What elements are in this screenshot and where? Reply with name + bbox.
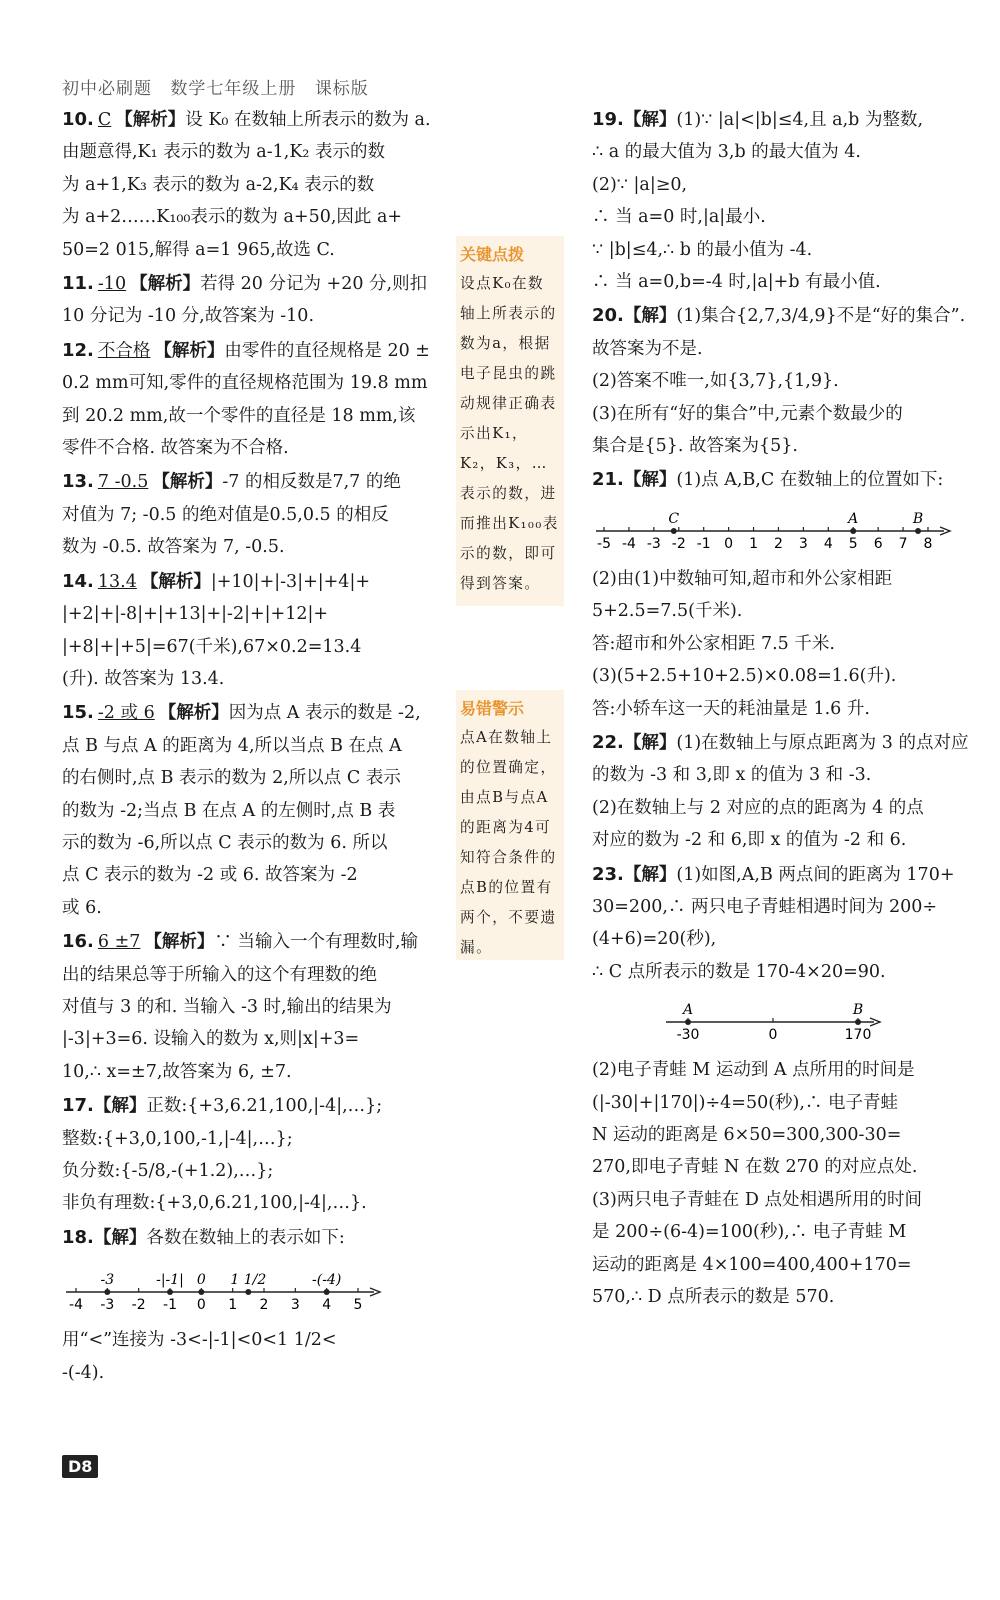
line-text: 故答案为不是.	[592, 338, 703, 359]
figure-wrap	[592, 992, 984, 1048]
answer-line	[62, 432, 452, 464]
answer-line	[592, 1281, 984, 1313]
answer-line	[62, 1090, 452, 1122]
tick-label: -3	[100, 1297, 115, 1314]
tick-label: 1	[749, 535, 758, 552]
line-text: (1)在数轴上与原点距离为 3 的点对应	[676, 732, 969, 753]
line-text: (1)∵ |a|<|b|≤4,且 a,b 为整数,	[676, 110, 924, 130]
answer-line	[592, 859, 984, 891]
answer-line	[62, 499, 452, 531]
answer-line	[62, 1222, 452, 1254]
answer-value: 6 ±7	[97, 932, 141, 953]
solution-tag: 【解】	[93, 1096, 147, 1117]
line-text: (3)在所有“好的集合”中,元素个数最少的	[592, 403, 903, 424]
line-text: 的数为 -2;当点 B 在点 A 的左侧时,点 B 表	[62, 800, 396, 821]
point-marker	[198, 1289, 204, 1295]
tick-label: -5	[597, 535, 611, 552]
tick-label: 7	[898, 535, 908, 552]
answer-line	[592, 824, 984, 856]
point-marker	[850, 528, 856, 534]
tick-label: -4	[621, 535, 636, 552]
tick-label: 3	[798, 535, 808, 552]
tick-label: -3	[646, 535, 661, 552]
answer-line	[592, 365, 984, 397]
line-text: ∴ 当 a=0 时,|a|最小.	[592, 207, 766, 228]
solution-tag: 【解析】	[115, 110, 186, 130]
tick-label: 0	[768, 1027, 778, 1044]
line-text: N 运动的距离是 6×50=300,300-30=	[592, 1124, 902, 1145]
point-marker	[167, 1289, 173, 1295]
answer-line	[592, 266, 984, 298]
line-text: |-3|+3=6. 设输入的数为 x,则|x|+3=	[62, 1029, 360, 1050]
question-number: 15.	[62, 702, 94, 724]
tip-text: 点A在数轴上的位置确定，由点B与点A的距离为4可知符合条件的点B的位置有两个，不要遗漏。	[460, 729, 557, 956]
line-text: 5+2.5=7.5(千米).	[592, 601, 743, 622]
answer-item	[62, 104, 452, 266]
question-number: 16.	[62, 931, 94, 953]
answer-line	[592, 923, 984, 955]
point-label: 1 1/2	[230, 1272, 267, 1289]
point-marker	[324, 1289, 330, 1295]
line-text: 10 分记为 -10 分,故答案为 -10.	[62, 306, 315, 327]
line-text: (1)集合{2,7,3/4,9}不是“好的集合”.	[676, 306, 966, 327]
line-text: (升). 故答案为 13.4.	[62, 668, 225, 689]
line-text: 若得 20 分记为 +20 分,则扣	[200, 274, 428, 295]
answer-item	[62, 1222, 452, 1254]
answer-line	[592, 660, 984, 692]
answer-line	[62, 268, 452, 300]
answer-line	[62, 892, 452, 924]
answer-line	[592, 1087, 984, 1119]
question-number: 20.	[592, 305, 624, 327]
line-text: 数为 -0.5. 故答案为 7, -0.5.	[62, 537, 285, 558]
answer-line	[592, 430, 984, 462]
solution-tag: 【解析】	[152, 472, 223, 493]
point-label: C	[668, 510, 680, 527]
line-text: 或 6.	[62, 897, 102, 918]
answer-line	[592, 891, 984, 923]
line-text: 对值与 3 的和. 当输入 -3 时,输出的结果为	[62, 996, 392, 1017]
answer-line	[62, 400, 452, 432]
question-number: 19.	[592, 109, 624, 130]
number-line	[592, 501, 952, 557]
line-text: 的数为 -3 和 3,即 x 的值为 3 和 -3.	[592, 765, 872, 786]
answer-line	[62, 1324, 452, 1356]
answer-line	[592, 792, 984, 824]
answer-line	[592, 956, 984, 988]
line-text: (2)在数轴上与 2 对应的点的距离为 4 的点	[592, 797, 924, 818]
number-line	[662, 992, 882, 1048]
answer-item	[592, 300, 984, 462]
line-text: 点 C 表示的数为 -2 或 6. 故答案为 -2	[62, 865, 358, 886]
answer-item	[62, 697, 452, 924]
answer-item	[62, 1324, 452, 1389]
question-number: 21.	[592, 469, 624, 491]
answer-line	[592, 1249, 984, 1281]
question-number: 22.	[592, 731, 624, 753]
line-text: 负分数:{-5/8,-(+1.2),…};	[62, 1161, 274, 1181]
answer-item	[592, 727, 984, 857]
line-text: 因为点 A 表示的数是 -2,	[228, 703, 421, 724]
line-text: ∴ 当 a=0,b=-4 时,|a|+b 有最小值.	[592, 272, 881, 293]
answer-item	[592, 563, 984, 725]
answer-item	[62, 1090, 452, 1220]
tick-label: -1	[163, 1297, 177, 1314]
tick-label: -2	[131, 1297, 146, 1314]
tip-title: 关键点拨	[460, 245, 525, 264]
solution-tag: 【解】	[623, 110, 677, 130]
tick-label: 170	[844, 1027, 872, 1044]
answer-item	[592, 464, 984, 496]
line-text: 用“<”连接为 -3<-|-1|<0<1 1/2<	[62, 1330, 337, 1351]
answer-value: 不合格	[97, 340, 151, 361]
line-text: 由零件的直径规格是 20 ±	[224, 340, 430, 361]
point-marker	[915, 528, 921, 534]
solution-tag: 【解】	[623, 864, 677, 885]
line-text: (2)电子青蛙 M 运动到 A 点所用的时间是	[592, 1060, 915, 1081]
line-text: 答:小轿车这一天的耗油量是 1.6 升.	[592, 698, 870, 719]
page-number: D8	[62, 1455, 98, 1478]
answer-line	[62, 104, 452, 136]
line-text: 设 K₀ 在数轴上所表示的数为 a.	[185, 110, 431, 130]
tick-label: -4	[69, 1297, 83, 1314]
answer-item	[62, 335, 452, 465]
tick-label: 5	[848, 535, 858, 552]
line-text: 整数:{+3,0,100,-1,|-4|,…};	[62, 1128, 293, 1149]
solution-tag: 【解析】	[144, 932, 215, 953]
answer-line	[62, 959, 452, 991]
tick-label: -2	[671, 535, 686, 552]
solution-tag: 【解】	[623, 732, 677, 753]
line-text: (2)答案不唯一,如{3,7},{1,9}.	[592, 371, 839, 392]
question-number: 11.	[62, 273, 94, 295]
line-text: (3)两只电子青蛙在 D 点处相遇所用的时间	[592, 1189, 922, 1210]
answer-line	[592, 136, 984, 168]
point-marker	[671, 528, 677, 534]
line-text: 由题意得,K₁ 表示的数为 a-1,K₂ 表示的数	[62, 142, 385, 163]
line-text: (4+6)=20(秒),	[592, 929, 717, 950]
tick-label: -30	[676, 1027, 700, 1044]
tick-label: 6	[873, 535, 883, 552]
answer-line	[592, 1151, 984, 1183]
answer-line	[62, 697, 452, 729]
question-number: 17.	[62, 1095, 94, 1117]
answer-line	[62, 1056, 452, 1088]
answer-value: 7 -0.5	[97, 472, 149, 493]
answer-item	[592, 859, 984, 989]
series-name: 初中必刷题	[62, 79, 152, 99]
line-text: |+2|+|-8|+|+13|+|-2|+|+12|+	[62, 604, 329, 625]
line-text: 运动的距离是 4×100=400,400+170=	[592, 1254, 912, 1275]
solution-tag: 【解】	[93, 1227, 147, 1248]
line-text: 对应的数为 -2 和 6,即 x 的值为 -2 和 6.	[592, 830, 907, 851]
answer-line	[62, 1187, 452, 1219]
tick-label: 4	[322, 1297, 332, 1314]
point-marker	[245, 1289, 251, 1295]
line-text: 答:超市和外公家相距 7.5 千米.	[592, 633, 835, 654]
answer-item	[592, 104, 984, 298]
point-label: A	[682, 1002, 694, 1019]
answer-line	[62, 991, 452, 1023]
tick-label: 3	[290, 1297, 300, 1314]
line-text: 各数在数轴上的表示如下:	[146, 1227, 345, 1248]
line-text: |+8|+|+5|=67(千米),67×0.2=13.4	[62, 636, 362, 657]
line-text: ∴ C 点所表示的数是 170-4×20=90.	[592, 961, 886, 982]
line-text: (2)由(1)中数轴可知,超市和外公家相距	[592, 568, 893, 589]
line-text: 570,∴ D 点所表示的数是 570.	[592, 1287, 835, 1307]
answer-line	[62, 1357, 452, 1389]
answer-item	[62, 466, 452, 563]
line-text: 30=200,∴ 两只电子青蛙相遇时间为 200÷	[592, 896, 938, 917]
answer-line	[62, 335, 452, 367]
answer-line	[62, 663, 452, 695]
point-marker	[855, 1019, 861, 1025]
answer-line	[62, 598, 452, 630]
line-text: 为 a+2……K₁₀₀表示的数为 a+50,因此 a+	[62, 207, 403, 228]
answer-line	[62, 827, 452, 859]
answer-line	[592, 759, 984, 791]
answer-line	[62, 234, 452, 266]
question-number: 10.	[62, 109, 94, 130]
tip-text: 设点K₀在数轴上所表示的数为a，根据电子昆虫的跳动规律正确表示出K₁，K₂，K₃，…表示的数，进而推出K₁₀₀表示的数，即可得到答案。	[460, 275, 559, 592]
question-number: 23.	[592, 863, 624, 885]
line-text: 50=2 015,解得 a=1 965,故选 C.	[62, 239, 335, 260]
line-text: 正数:{+3,6.21,100,|-4|,…};	[146, 1096, 383, 1117]
question-number: 13.	[62, 471, 94, 493]
tick-label: 4	[823, 535, 833, 552]
tick-label: 1	[228, 1297, 238, 1314]
line-text: (2)∵ |a|≥0,	[592, 174, 688, 195]
question-number: 12.	[62, 339, 94, 361]
answer-value: -2 或 6	[97, 703, 155, 724]
answer-line	[592, 169, 984, 201]
tick-label: 0	[196, 1297, 206, 1314]
line-text: 的右侧时,点 B 表示的数为 2,所以点 C 表示	[62, 768, 401, 789]
answer-item	[62, 566, 452, 696]
solution-tag: 【解】	[623, 306, 677, 327]
answer-value: 13.4	[97, 571, 137, 592]
line-text: 示的数为 -6,所以点 C 表示的数为 6. 所以	[62, 832, 388, 853]
tip-box-warning	[456, 690, 564, 960]
line-text: ∴ a 的最大值为 3,b 的最大值为 4.	[592, 142, 861, 163]
answer-line	[592, 1216, 984, 1248]
answer-line	[62, 1155, 452, 1187]
right-column	[592, 104, 984, 1315]
tick-label: 2	[259, 1297, 269, 1314]
point-label: B	[912, 510, 924, 527]
line-text: (|-30|+|170|)÷4=50(秒),∴ 电子青蛙	[592, 1092, 898, 1113]
line-text: (1)如图,A,B 两点间的距离为 170+	[676, 864, 955, 885]
edition-name: 课标版	[314, 79, 369, 99]
point-label: B	[852, 1002, 864, 1019]
line-text: ∵ |b|≤4,∴ b 的最小值为 -4.	[592, 239, 813, 260]
tick-label: 0	[724, 535, 734, 552]
answer-line	[62, 926, 452, 958]
number-line	[62, 1258, 382, 1318]
tip-box-key-points	[456, 236, 564, 606]
tick-label: 8	[923, 535, 933, 552]
line-text: 零件不合格. 故答案为不合格.	[62, 438, 289, 459]
line-text: 非负有理数:{+3,0,6.21,100,|-4|,…}.	[62, 1193, 367, 1214]
answer-line	[62, 136, 452, 168]
line-text: 是 200÷(6-4)=100(秒),∴ 电子青蛙 M	[592, 1222, 907, 1243]
answer-line	[62, 169, 452, 201]
point-label: -(-4)	[312, 1272, 342, 1289]
answer-line	[62, 201, 452, 233]
point-label: 0	[196, 1272, 206, 1289]
line-text: 集合是{5}. 故答案为{5}.	[592, 436, 798, 457]
point-marker	[685, 1019, 691, 1025]
answer-line	[62, 300, 452, 332]
answer-line	[62, 795, 452, 827]
answer-line	[592, 104, 984, 136]
line-text: 点 B 与点 A 的距离为 4,所以当点 B 在点 A	[62, 735, 402, 756]
answer-value: -10	[97, 274, 127, 295]
answer-line	[592, 1119, 984, 1151]
point-label: A	[848, 510, 859, 527]
answer-line	[592, 693, 984, 725]
point-marker	[104, 1289, 110, 1295]
solution-tag: 【解】	[623, 470, 677, 491]
answer-item	[592, 1054, 984, 1313]
line-text: -(-4).	[62, 1362, 105, 1383]
tip-title: 易错警示	[460, 699, 525, 718]
answer-line	[62, 762, 452, 794]
answer-line	[62, 730, 452, 762]
answer-line	[592, 628, 984, 660]
answer-line	[592, 727, 984, 759]
line-text: 出的结果总等于所输入的这个有理数的绝	[62, 964, 377, 985]
line-text: 270,即电子青蛙 N 在数 270 的对应点处.	[592, 1157, 918, 1178]
answer-item	[62, 926, 452, 1088]
line-text: 0.2 mm可知,零件的直径规格范围为 19.8 mm	[62, 373, 428, 394]
answer-line	[62, 1123, 452, 1155]
solution-tag: 【解析】	[154, 340, 225, 361]
page-header	[62, 74, 381, 99]
answer-item	[62, 268, 452, 333]
tick-label: 5	[353, 1297, 363, 1314]
line-text: (1)点 A,B,C 在数轴上的位置如下:	[676, 470, 944, 491]
answer-value: C	[97, 110, 112, 130]
line-text: ∵ 当输入一个有理数时,输	[214, 932, 419, 953]
answer-line	[62, 367, 452, 399]
answer-line	[592, 398, 984, 430]
solution-tag: 【解析】	[130, 274, 201, 295]
answer-line	[62, 631, 452, 663]
answer-line	[62, 531, 452, 563]
line-text: 为 a+1,K₃ 表示的数为 a-2,K₄ 表示的数	[62, 174, 375, 195]
solution-tag: 【解析】	[140, 571, 211, 592]
line-text: 到 20.2 mm,故一个零件的直径是 18 mm,该	[62, 405, 416, 426]
answer-line	[62, 466, 452, 498]
answer-line	[592, 563, 984, 595]
question-number: 14.	[62, 570, 94, 592]
answer-line	[592, 333, 984, 365]
left-column	[62, 104, 452, 1391]
answer-line	[62, 1023, 452, 1055]
point-label: -3	[100, 1272, 115, 1289]
line-text: |+10|+|-3|+|+4|+	[210, 571, 370, 592]
answer-line	[592, 1054, 984, 1086]
line-text: (3)(5+2.5+10+2.5)×0.08=1.6(升).	[592, 666, 897, 687]
tick-label: -1	[696, 535, 711, 552]
line-text: 对值为 7; -0.5 的绝对值是0.5,0.5 的相反	[62, 504, 389, 525]
line-text: 10,∴ x=±7,故答案为 6, ±7.	[62, 1061, 292, 1082]
answer-line	[62, 566, 452, 598]
question-number: 18.	[62, 1226, 94, 1248]
line-text: -7 的相反数是7,7 的绝	[222, 472, 401, 493]
answer-line	[592, 300, 984, 332]
solution-tag: 【解析】	[158, 703, 229, 724]
subject-name: 数学七年级上册	[170, 79, 297, 99]
answer-line	[592, 234, 984, 266]
answer-line	[62, 859, 452, 891]
answer-line	[592, 464, 984, 496]
answer-line	[592, 201, 984, 233]
answer-line	[592, 595, 984, 627]
answer-line	[592, 1184, 984, 1216]
tick-label: 2	[774, 535, 783, 552]
point-label: -|-1|	[156, 1272, 184, 1289]
